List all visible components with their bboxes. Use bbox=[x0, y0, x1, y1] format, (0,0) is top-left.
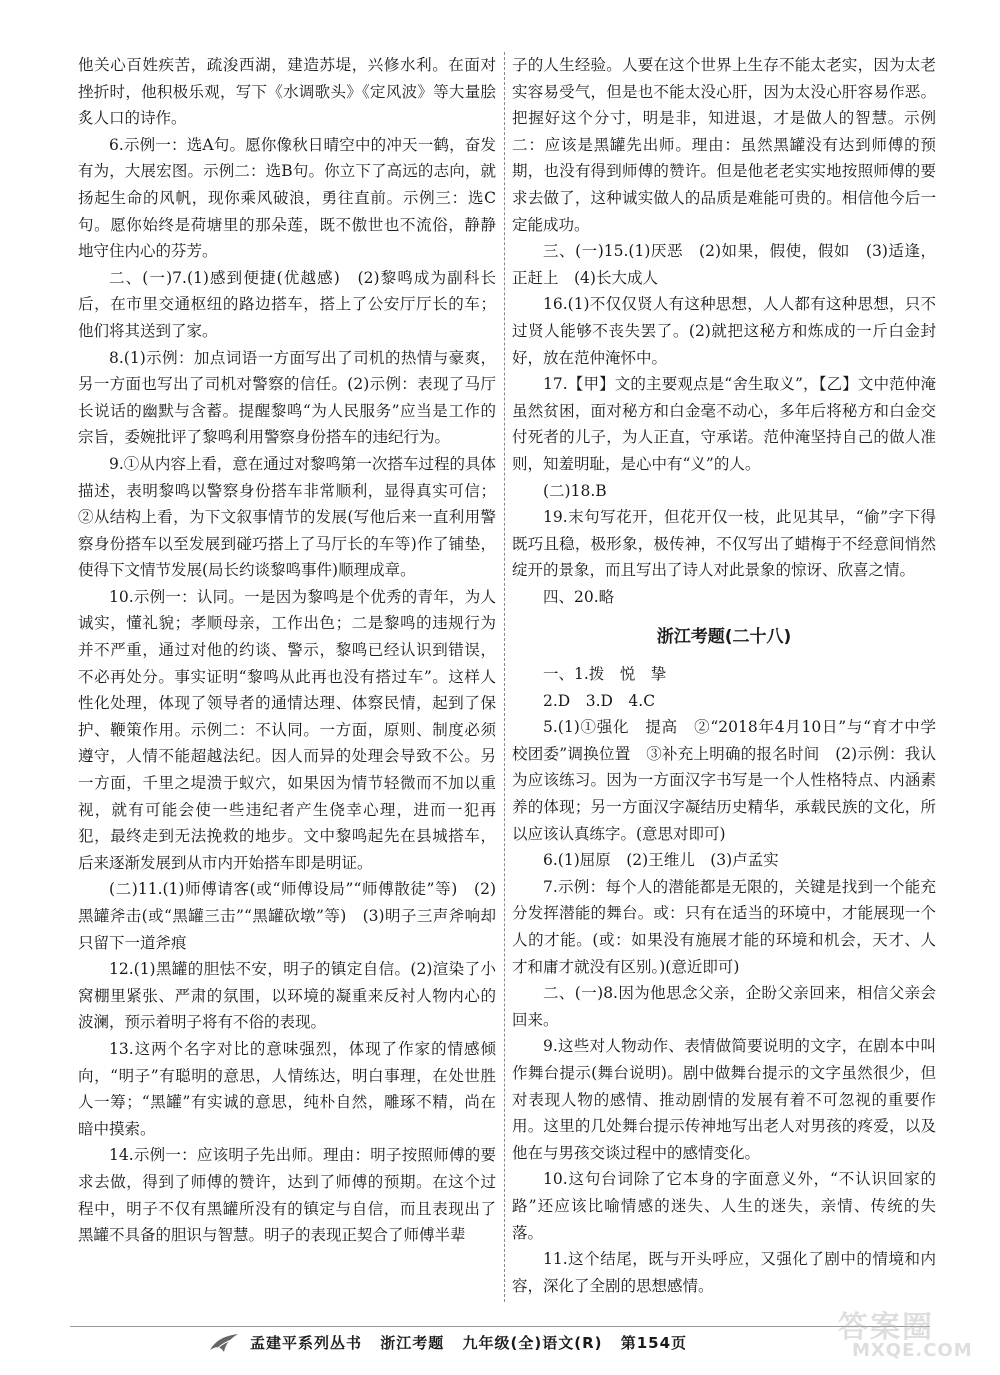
left-paragraph: 12.(1)黑罐的胆怯不安，明子的镇定自信。(2)渲染了小窝棚里紧张、严肃的氛围，以环境的凝重来反衬人物内心的波澜，预示着明子将有不俗的表现。 bbox=[78, 960, 496, 1032]
left-paragraph: 他关心百姓疾苦，疏浚西湖，建造苏堤，兴修水利。在面对挫折时，他积极乐观，写下《水调歌头》《定风波》等大量脍炙人口的诗作。 bbox=[78, 56, 496, 128]
left-paragraph: 9.①从内容上看，意在通过对黎鸣第一次搭车过程的具体描述，表明黎鸣以警察身份搭车非常顺利，显得真实可信；②从结构上看，为下文叙事情节的发展(写他后来一直利用警察身份搭车以至发展到碰巧搭上了马厅长的车等)作了铺垫，使得下文情节发展(局长约谈黎鸣事件)顺理成章。 bbox=[78, 454, 496, 580]
left-paragraph: 13.这两个名字对比的意味强烈，体现了作家的情感倾向，“明子”有聪明的意思，人情练达，明白事理，在处世胜人一筹；“黑罐”有实诚的意思，纯朴自然，雕琢不精，尚在暗中摸索。 bbox=[78, 1039, 496, 1138]
footer-page-number: 第154页 bbox=[620, 1334, 688, 1352]
column-divider bbox=[504, 52, 505, 1302]
left-paragraph: (二)11.(1)师傅请客(或“师傅设局”“师傅散徒”等) (2)黑罐斧击(或“黑罐三击”“黑罐砍墩”等) (3)明子三声斧响却只留下一道斧痕 bbox=[78, 880, 496, 952]
watermark-text: 答案圈 bbox=[838, 1310, 934, 1345]
footer-book: 浙江考题 bbox=[380, 1334, 445, 1352]
footer-text bbox=[250, 1332, 699, 1353]
left-column bbox=[78, 52, 496, 1249]
right-top-paragraph: 19.末句写花开，但花开仅一枝，此见其早，“偷”字下得既巧且稳，极形象，极传神，不仅写出了蜡梅于不经意间悄然绽开的景象，而且写出了诗人对此景象的惊讶、欣喜之情。 bbox=[512, 508, 936, 580]
left-paragraph: 8.(1)示例：加点词语一方面写出了司机的热情与豪爽，另一方面也写出了司机对警察的信任。(2)示例：表现了马厅长说话的幽默与含蓄。提醒黎鸣“为人民服务”应当是工作的宗旨，委婉批评了黎鸣利用警察身份搭车的违纪行为。 bbox=[78, 348, 496, 447]
right-bottom-paragraph: 二、(一)8.因为他思念父亲，企盼父亲回来，相信父亲会回来。 bbox=[512, 984, 936, 1029]
section-title: 浙江考题(二十八) bbox=[656, 627, 792, 648]
left-paragraph: 14.示例一：应该明子先出师。理由：明子按照师傅的要求去做，得到了师傅的赞许，达到了师傅的预期。在这个过程中，明子不仅有黑罐所没有的镇定与自信，而且表现出了黑罐不具备的胆识与智慧。明子的表现正契合了师傅半辈 bbox=[78, 1146, 496, 1245]
right-top-paragraph: 16.(1)不仅仅贤人有这种思想，人人都有这种思想，只不过贤人能够不丧失罢了。(2)就把这秘方和炼成的一斤白金封好，放在范仲淹怀中。 bbox=[512, 295, 936, 367]
right-bottom-paragraph: 7.示例：每个人的潜能都是无限的，关键是找到一个能充分发挥潜能的舞台。或：只有在适当的环境中，才能展现一个人的才能。(或：如果没有施展才能的环境和机会，天才、人才和庸才就没有区别。)(意近即可) bbox=[512, 877, 936, 976]
left-paragraph: 二、(一)7.(1)感到便捷(优越感) (2)黎鸣成为副科长后，在市里交通枢纽的路边搭车，搭上了公安厅厅长的车；他们将其送到了家。 bbox=[78, 268, 496, 340]
right-bottom-paragraph: 一、1.拨 悦 挚 bbox=[543, 665, 667, 684]
footer-grade: 九年级(全)语文(R) bbox=[462, 1334, 603, 1352]
footer-rule bbox=[70, 1326, 930, 1327]
right-bottom-paragraph: 2.D 3.D 4.C bbox=[543, 691, 656, 710]
right-bottom-paragraph: 11.这个结尾，既与开头呼应，又强化了剧中的情境和内容，深化了全剧的思想感情。 bbox=[512, 1250, 936, 1295]
right-top-paragraph: 17.【甲】文的主要观点是“舍生取义”，【乙】文中范仲淹虽然贫困，面对秘方和白金毫不动心，多年后将秘方和白金交付死者的儿子，为人正直，守承诺。范仲淹坚持自己的做人准则，知羞明耻，是心中有“义”的人。 bbox=[512, 375, 936, 473]
left-paragraph: 10.示例一：认同。一是因为黎鸣是个优秀的青年，为人诚实，懂礼貌；孝顺母亲，工作出色；二是黎鸣的违规行为并不严重，通过对他的约谈、警示，黎鸣已经认识到错误，不必再处分。事实证明“黎鸣从此再也没有搭过车”。这样人性化处理，体现了领导者的通情达理、体察民情，起到了保护、鞭策作用。示例二：不认同。一方面，原则、制度必须遵守，人情不能超越法纪。因人而异的处理会导致不公。另一方面，千里之堤溃于蚁穴，如果因为情节轻微而不加以重视，就有可能会使一些违纪者产生侥幸心理，进而一犯再犯，最终走到无法挽救的地步。文中黎鸣起先在县城搭车，后来逐渐发展到从市内开始搭车即是明证。 bbox=[78, 587, 496, 872]
right-column-top bbox=[512, 52, 936, 610]
right-top-paragraph: (二)18.B bbox=[543, 481, 607, 500]
left-paragraph: 6.示例一：选A句。愿你像秋日晴空中的冲天一鹤，奋发有为，大展宏图。示例二：选B句。你立下了高远的志向，就扬起生命的风帆，现你乘风破浪，勇往直前。示例三：选C句。愿你始终是荷塘里的那朵莲，既不傲世也不流俗，静静地守住内心的芬芳。 bbox=[78, 135, 496, 261]
right-top-paragraph: 三、(一)15.(1)厌恶 (2)如果，假使，假如 (3)适逢，正赶上 (4)长大成人 bbox=[512, 242, 936, 287]
series-logo-icon bbox=[208, 1330, 242, 1356]
right-bottom-paragraph: 10.这句台词除了它本身的字面意义外，“不认识回家的路”还应该比喻情感的迷失、人生的迷失，亲情、传统的失落。 bbox=[512, 1170, 936, 1242]
right-top-paragraph: 四、20.略 bbox=[543, 587, 615, 606]
right-column-bottom bbox=[512, 661, 936, 1299]
footer-series: 孟建平系列丛书 bbox=[250, 1334, 363, 1352]
watermark bbox=[838, 1302, 988, 1372]
right-bottom-paragraph: 5.(1)①强化 提高 ②“2018年4月10日”与“育才中学校团委”调换位置 ③补充上明确的报名时间 (2)示例：我认为应该练习。因为一方面汉字书写是一个人性格特点、内涵素养的体现；另一方面汉字凝结历史精华，承载民族的文化，所以应该认真练字。(意思对即可) bbox=[512, 718, 936, 843]
right-bottom-paragraph: 6.(1)屈原 (2)王维儿 (3)卢孟实 bbox=[543, 851, 779, 870]
right-top-paragraph: 子的人生经验。人要在这个世界上生存不能太老实，因为太老实容易受气，但是也不能太没心肝，因为太没心肝容易作恶。把握好这个分寸，明是非，知进退，才是做人的智慧。示例二：应该是黑罐先出师。理由：虽然黑罐没有达到师傅的预期，也没有得到师傅的赞许。但是他老老实实地按照师傅的要求去做了，这种诚实做人的品质是难能可贵的。相信他今后一定能成功。 bbox=[512, 56, 936, 234]
right-column bbox=[512, 52, 936, 1299]
watermark-url: MXQE.COM bbox=[852, 1340, 973, 1361]
right-bottom-paragraph: 9.这些对人物动作、表情做简要说明的文字，在剧本中叫作舞台提示(舞台说明)。剧中做舞台提示的文字虽然很少，但对表现人物的感情、推动剧情的发展有着不可忽视的重要作用。这里的几处舞台提示传神地写出老人对男孩的疼爱，以及他在与男孩交谈过程中的感情变化。 bbox=[512, 1037, 936, 1162]
